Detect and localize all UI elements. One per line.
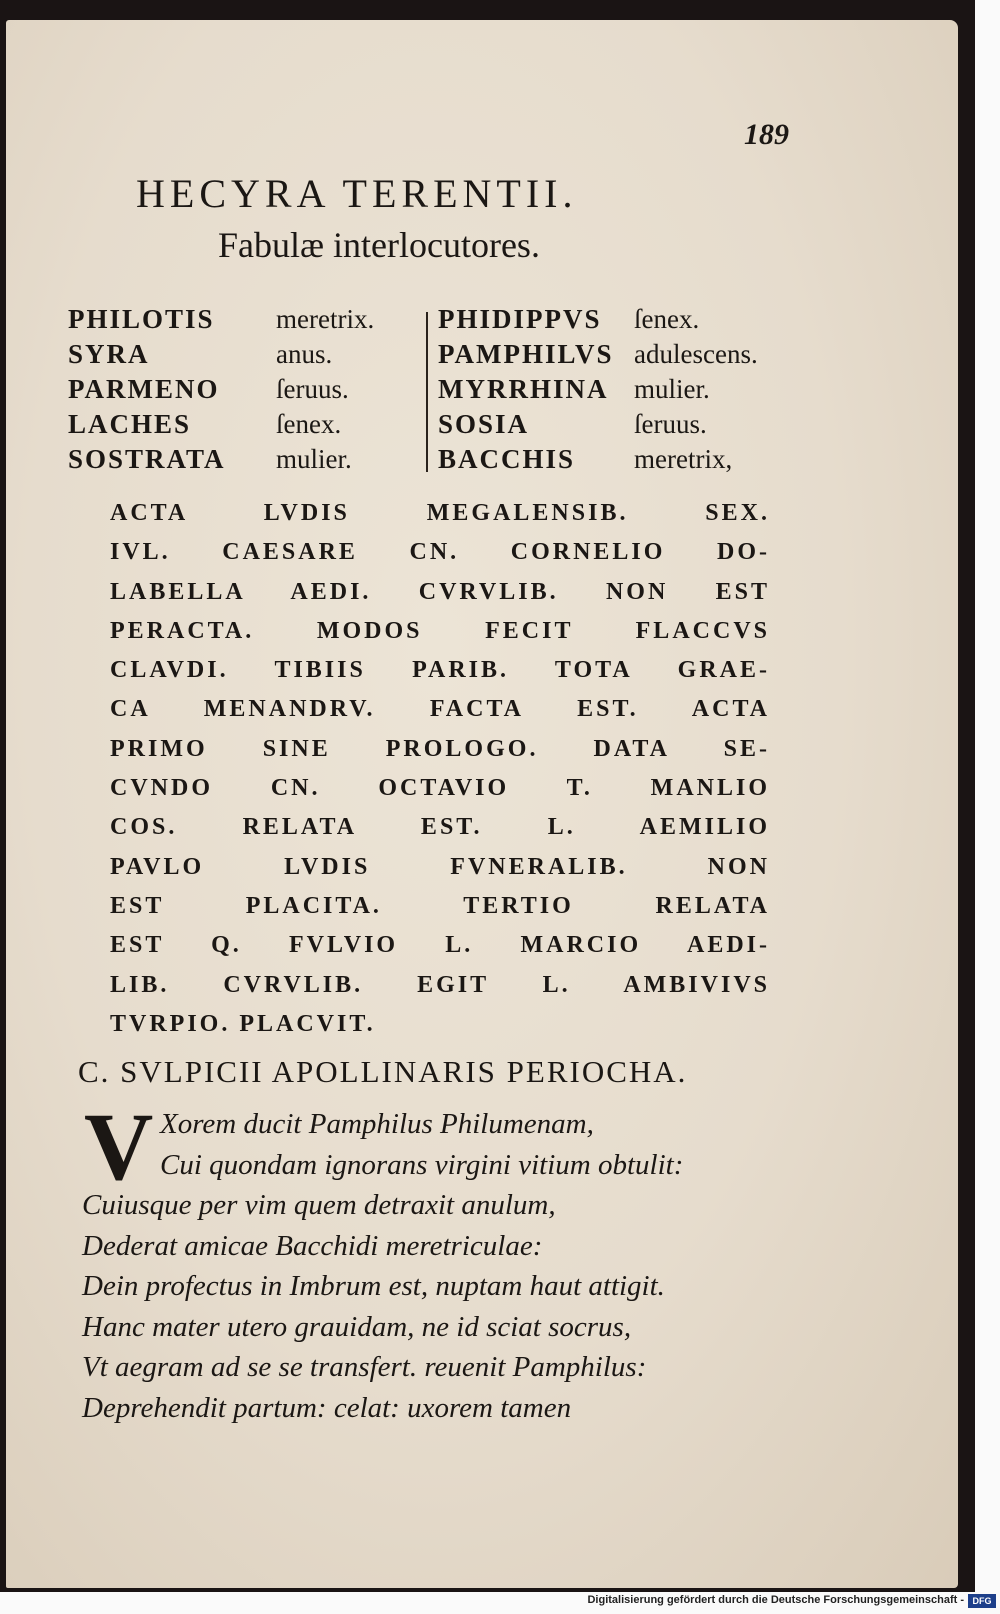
acta-line: IVL. CAESARE CN. CORNELIO DO-	[110, 539, 770, 566]
book-page	[6, 20, 958, 1588]
acta-line: PAVLO LVDIS FVNERALIB. NON	[110, 853, 770, 880]
acta-line: EST PLACITA. TERTIO RELATA	[110, 892, 770, 919]
cast-name: MYRRHINA	[438, 374, 609, 404]
periocha-heading: C. SVLPICII APOLLINARIS PERIOCHA.	[78, 1054, 688, 1089]
cast-row	[68, 407, 408, 442]
cast-divider	[426, 312, 428, 472]
acta-line: CVNDO CN. OCTAVIO T. MANLIO	[110, 775, 770, 802]
acta-didascalia	[110, 494, 770, 1044]
cast-role: mulier.	[634, 374, 710, 404]
verse-line: Dederat amicae Bacchidi meretriculae:	[82, 1229, 543, 1262]
periocha-verse	[82, 1093, 782, 1428]
cast-row	[438, 407, 798, 442]
cast-role: mulier.	[276, 444, 352, 474]
verse-line: Cui quondam ignorans virgini vitium obtulit:	[160, 1148, 684, 1181]
acta-line: LIB. CVRVLIB. EGIT L. AMBIVIVS	[110, 971, 770, 998]
cast-role: ſeruus.	[276, 374, 349, 404]
acta-line: COS. RELATA EST. L. AEMILIO	[110, 814, 770, 841]
cast-name: SOSTRATA	[68, 444, 226, 474]
cast-name: PHILOTIS	[68, 304, 215, 334]
cast-row	[68, 337, 408, 372]
page-title: HECYRA TERENTII.	[136, 171, 578, 216]
dfg-logo: DFG	[968, 1594, 996, 1608]
cast-role: ſenex.	[634, 304, 700, 334]
cast-row	[438, 302, 798, 337]
cast-role: meretrix,	[634, 444, 733, 474]
cast-row	[438, 442, 798, 477]
cast-row	[438, 337, 798, 372]
cast-role: anus.	[276, 339, 333, 369]
drop-cap: V	[84, 1093, 154, 1200]
cast-name: BACCHIS	[438, 444, 576, 474]
cast-row	[68, 372, 408, 407]
cast-name: SYRA	[68, 339, 150, 369]
page-subtitle: Fabulæ interlocutores.	[218, 225, 540, 265]
cast-name: PAMPHILVS	[438, 339, 614, 369]
verse-line: Cuiusque per vim quem detraxit anulum,	[82, 1189, 556, 1221]
verse-line: Hanc mater utero grauidam, ne id sciat socrus,	[82, 1310, 632, 1343]
verse-line: Vt aegram ad se se transfert. reuenit Pamphilus:	[82, 1351, 647, 1383]
acta-line: CLAVDI. TIBIIS PARIB. TOTA GRAE-	[110, 657, 770, 684]
verse-line: Dein profectus in Imbrum est, nuptam haut attigit.	[82, 1270, 665, 1302]
cast-name: PARMENO	[68, 374, 220, 404]
acta-line: CA MENANDRV. FACTA EST. ACTA	[110, 696, 770, 723]
cast-name: LACHES	[68, 409, 192, 439]
verse-line: Xorem ducit Pamphilus Philumenam,	[160, 1108, 594, 1140]
acta-line: LABELLA AEDI. CVRVLIB. NON EST	[110, 578, 770, 605]
cast-role: adulescens.	[634, 339, 758, 369]
page-number: 189	[744, 118, 789, 151]
acta-line: ACTA LVDIS MEGALENSIB. SEX.	[110, 500, 770, 526]
cast-role: ſenex.	[276, 409, 342, 439]
funding-credit: Digitalisierung gefördert durch die Deutsche Forschungsgemeinschaft -	[587, 1594, 964, 1606]
acta-line: PERACTA. MODOS FECIT FLACCVS	[110, 617, 770, 644]
cast-list-right	[438, 302, 798, 477]
verse-line: Deprehendit partum: celat: uxorem tamen	[82, 1391, 572, 1424]
cast-role: ſeruus.	[634, 409, 707, 439]
acta-line: EST Q. FVLVIO L. MARCIO AEDI-	[110, 932, 770, 959]
cast-name: PHIDIPPVS	[438, 304, 602, 334]
cast-name: SOSIA	[438, 409, 530, 439]
cast-list-left	[68, 302, 408, 477]
cast-row	[68, 442, 408, 477]
cast-row	[68, 302, 408, 337]
acta-line: PRIMO SINE PROLOGO. DATA SE-	[110, 735, 770, 762]
cast-role: meretrix.	[276, 304, 375, 334]
cast-row	[438, 372, 798, 407]
acta-line: TVRPIO. PLACVIT.	[110, 1010, 376, 1037]
